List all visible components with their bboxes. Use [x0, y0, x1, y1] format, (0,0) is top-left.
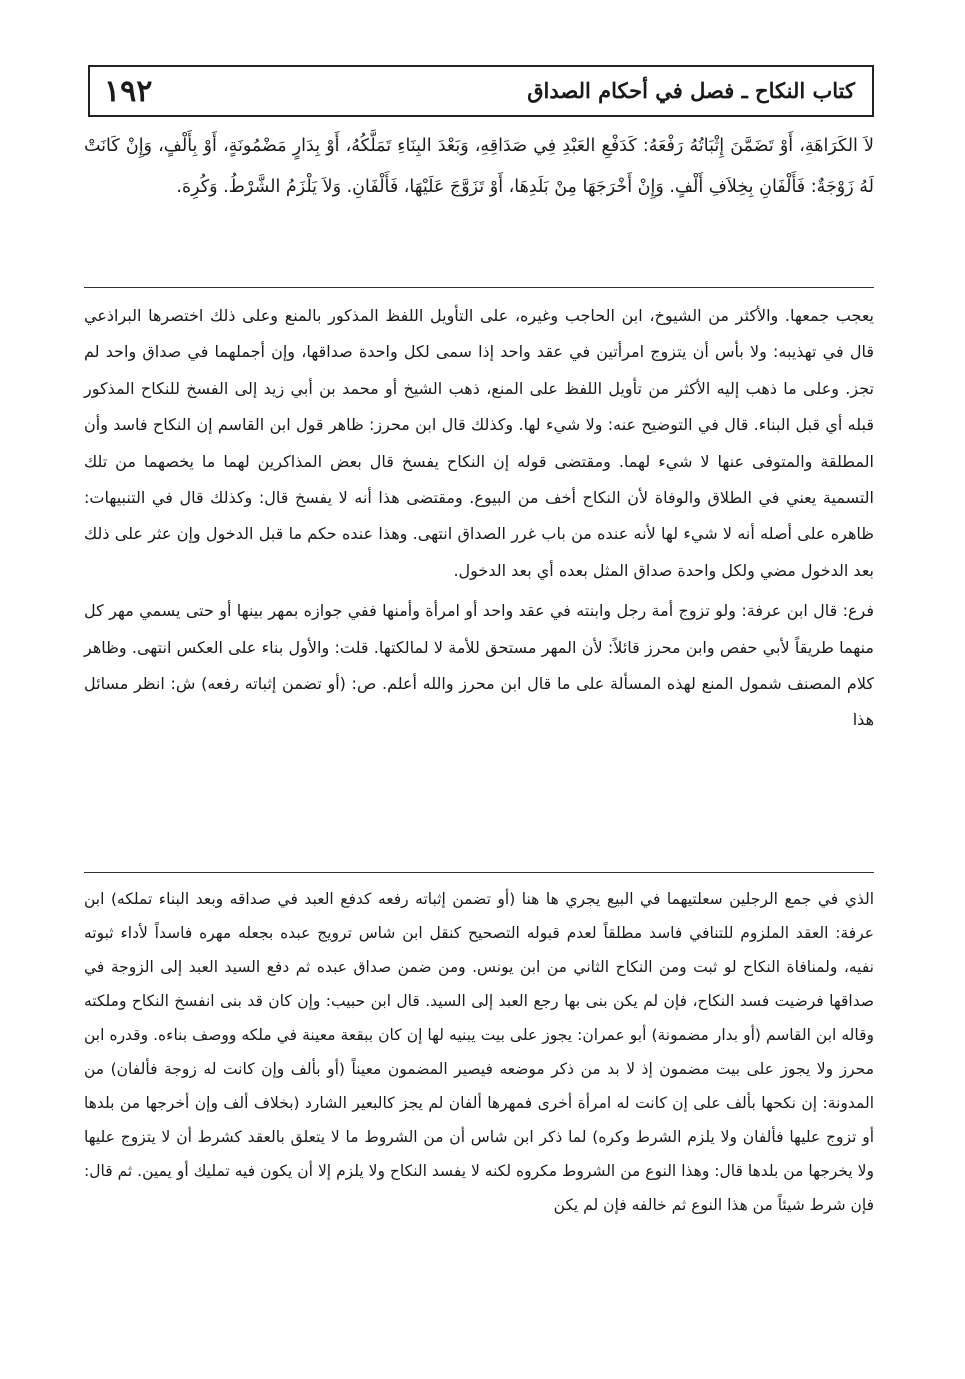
footnote-commentary — [84, 882, 874, 1222]
matn-paragraph: لاَ الكَرَاهَةِ، أَوْ تَضَمَّنَ إِثْبَاتُهُ رَفْعَهُ: كَدَفْعِ العَبْدِ فِي صَدَاقِهِ، وَبَعْدَ البِنَاءِ تَمَلَّكُهُ، أَوْ بِدَارٍ مَضْمُونَةٍ، أَوْ بِأَلْفٍ، وَإِنْ كَانَتْ لَهُ زَوْجَةٌ: فَأَلْفَانِ بِخِلاَفِ أَلْفٍ. وَإِنْ أَخْرَجَهَا مِنْ بَلَدِهَا، أَوْ تَزَوَّجَ عَلَيْهَا، فَأَلْفَانِ. وَلاَ يَلْزَمُ الشَّرْطُ. وَكُرِهَ. — [84, 136, 874, 197]
matn-text — [84, 126, 874, 208]
page-number: ١٩٢ — [104, 74, 153, 109]
footnote-paragraph: الذي في جمع الرجلين سعلتيهما في البيع يجري ها هنا (أو تضمن إثباته رفعه كدفع العبد في صداقه وبعد البناء تملكه) ابن عرفة: العقد الملزوم للتنافي فاسد مطلقاً لعدم قبوله التصحيح كنقل ابن شاس ترويج عبده بجعله مهره فاسداً لأداء ثبوته نفيه، ولمنافاة النكاح لو ثبت ومن النكاح الثاني من ابن يونس. ومن ضمن صداق عبده ثم دفع السيد العبد إلى الزوجة في صداقها فرضيت فسد النكاح، فإن لم يكن بنى بها رجع العبد إلى السيد. قال ابن حبيب: وإن كان قد بنى انفسخ النكاح وملكته وقاله ابن القاسم (أو بدار مضمونة) أبو عمران: يجوز على بيت يبنيه لها إن كان ببقعة معينة في ملكه ووصف بناءه. وقدره ابن محرز ولا يجوز على بيت مضمون إذ لا بد من ذكر موضعه فيصير المضمون معيناً (أو بألف وإن كانت له زوجة فألفان) من المدونة: إن نكحها بألف على إن كانت له امرأة أخرى فمهرها ألفان لم يجز كالبعير الشارد (بخلاف ألف وإن أخرجها من بلدها أو تزوج عليها فألفان ولا يلزم الشرط وكره) لما ذكر ابن شاس أن من الشروط ما لا يتعلق بالعقد كشرط أن لا يتزوج عليها ولا يخرجها من بلدها قال: وهذا النوع من الشروط مكروه لكنه لا يفسد النكاح ولا يلزم إلا أن يكون فيه تمليك أو يمين. ثم قال: فإن شرط شيئاً من هذا النوع ثم خالفه فإن لم يكن — [84, 890, 874, 1214]
running-title: كتاب النكاح ـ فصل في أحكام الصداق — [527, 78, 855, 103]
footnote-divider — [84, 872, 874, 873]
sharh-paragraph-2: فرع: قال ابن عرفة: ولو تزوج أمة رجل وابنته في عقد واحد أو امرأة وأمنها ففي جوازه بمهر بينها أو حتى يسمي مهر كل منهما طريقاً لأبي حفص وابن محرز قائلاً: لأن المهر مستحق للأمة لا لمالكتها. قلت: والأول بناء على العكس انتهى. وظاهر كلام المصنف شمول المنع لهذه المسألة على ما قال ابن محرز والله أعلم. ص: (أو تضمن إثباته رفعه) ش: انظر مسائل هذا — [84, 601, 874, 730]
section-divider — [84, 287, 874, 288]
sharh-paragraph-1: يعجب جمعها. والأكثر من الشيوخ، ابن الحاجب وغيره، على التأويل اللفظ المذكور بالمنع وعلى ذلك اختصرها البراذعي قال في تهذيبه: ولا بأس أن يتزوج امرأتين في عقد واحد إذا سمى لكل واحدة صداقها، وإن أجملهما في صداق واحد لم تجز. وعلى ما ذهب إليه الأكثر من تأويل اللفظ على المنع، ذهب الشيخ أو محمد بن أبي زيد إلى الفسخ للنكاح المذكور قبله أي قبل البناء. قال في التوضيح عنه: ولا شيء لها. وكذلك قال ابن محرز: ظاهر قول ابن القاسم إن النكاح فاسد وأن المطلقة والمتوفى عنها لا شيء لهما. ومقتضى قوله إن النكاح يفسخ قال بعض المذاكرين لهما ما يخصهما من تلك التسمية يعني في الطلاق والوفاة لأن النكاح أخف من البيوع. ومقتضى هذا أنه لا يفسخ قال: وكذلك قال في التنبيهات: ظاهره على أصله أنه لا شيء لها لأنه عنده من باب غرر الصداق انتهى. وهذا عنده حكم ما قبل الدخول وإن عثر على ذلك بعد الدخول مضي ولكل واحدة صداق المثل بعده أي بعد الدخول. — [84, 306, 874, 580]
sharh-commentary — [84, 298, 874, 739]
